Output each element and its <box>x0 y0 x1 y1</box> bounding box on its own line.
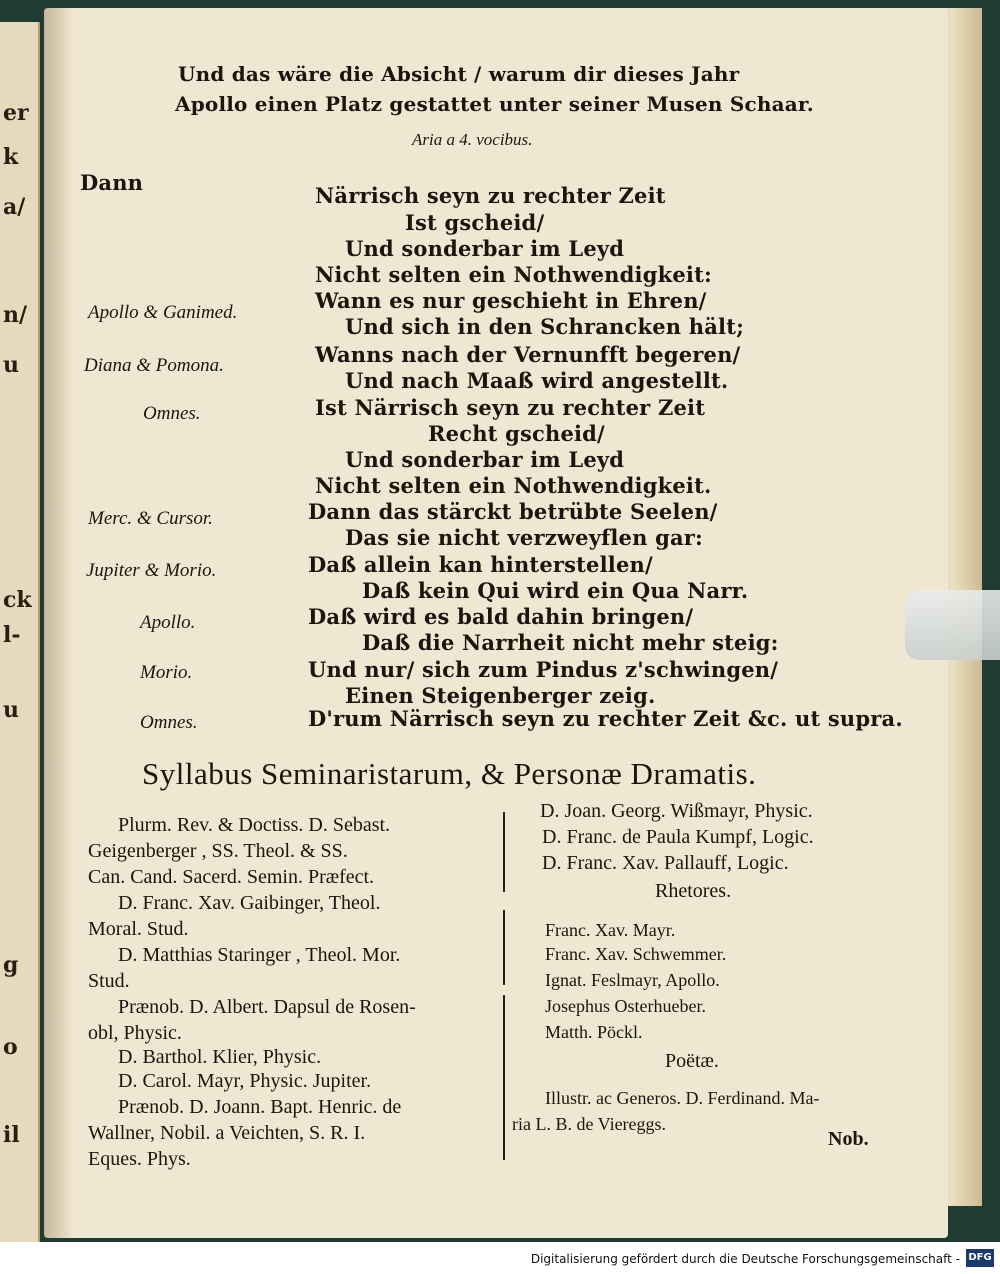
edge-text: l- <box>3 622 21 648</box>
verse-line: Und nur/ sich zum Pindus z'schwingen/ <box>308 657 779 682</box>
syllabus-entry: Prænob. D. Joann. Bapt. Henric. de <box>118 1096 402 1118</box>
section-heading-poetae: Poëtæ. <box>665 1050 719 1072</box>
dann-label: Dann <box>80 170 144 195</box>
edge-text: n/ <box>3 302 28 328</box>
syllabus-entry: Prænob. D. Albert. Dapsul de Rosen- <box>118 996 416 1018</box>
speaker-label: Omnes. <box>143 403 201 424</box>
catchword: Nob. <box>828 1128 869 1150</box>
edge-text: u <box>3 352 19 378</box>
column-divider <box>503 910 505 985</box>
verse-line: Nicht selten ein Nothwendigkeit. <box>315 473 712 498</box>
clip-tab <box>905 590 1000 660</box>
edge-text: a/ <box>3 194 26 220</box>
syllabus-entry: Franc. Xav. Mayr. <box>545 920 676 940</box>
verse-line: Daß allein kan hinterstellen/ <box>308 552 653 577</box>
verse-line: Einen Steigenberger zeig. <box>345 683 656 708</box>
verse-line: Dann das stärckt betrübte Seelen/ <box>308 499 718 524</box>
syllabus-entry: Geigenberger , SS. Theol. & SS. <box>88 840 348 862</box>
syllabus-entry: Wallner, Nobil. a Veichten, S. R. I. <box>88 1122 366 1144</box>
column-divider <box>503 995 505 1160</box>
edge-text: o <box>3 1034 18 1060</box>
syllabus-entry: Josephus Osterhueber. <box>545 996 706 1016</box>
speaker-label: Omnes. <box>140 712 198 733</box>
verse-line: Und sich in den Schrancken hält; <box>345 314 745 339</box>
syllabus-entry: ria L. B. de Viereggs. <box>512 1114 667 1134</box>
syllabus-entry: Illustr. ac Generos. D. Ferdinand. Ma- <box>545 1088 820 1108</box>
speaker-label: Apollo & Ganimed. <box>88 302 238 323</box>
verse-line: Und sonderbar im Leyd <box>345 236 625 261</box>
verse-line: Daß wird es bald dahin bringen/ <box>308 604 694 629</box>
aria-label: Aria a 4. vocibus. <box>412 130 533 149</box>
verse-line: Närrisch seyn zu rechter Zeit <box>315 183 666 208</box>
edge-text: il <box>3 1122 20 1148</box>
syllabus-entry: Can. Cand. Sacerd. Semin. Præfect. <box>88 866 375 888</box>
edge-text: k <box>3 144 19 170</box>
speaker-label: Merc. & Cursor. <box>88 508 213 529</box>
syllabus-entry: D. Barthol. Klier, Physic. <box>118 1046 322 1068</box>
verse-line: Ist Närrisch seyn zu rechter Zeit <box>315 395 706 420</box>
speaker-label: Morio. <box>140 662 193 683</box>
edge-text: er <box>3 100 29 126</box>
intro-line-1: Und das wäre die Absicht / warum dir dieses Jahr <box>178 62 740 86</box>
verse-line: Daß die Narrheit nicht mehr steig: <box>362 630 779 655</box>
syllabus-entry: D. Franc. de Paula Kumpf, Logic. <box>542 826 814 848</box>
syllabus-entry: D. Joan. Georg. Wißmayr, Physic. <box>540 800 813 822</box>
syllabus-entry: Matth. Pöckl. <box>545 1022 643 1042</box>
verse-line: Ist gscheid/ <box>405 210 545 235</box>
syllabus-entry: Moral. Stud. <box>88 918 189 940</box>
speaker-label: Diana & Pomona. <box>84 355 224 376</box>
syllabus-entry: D. Matthias Staringer , Theol. Mor. <box>118 944 401 966</box>
column-divider <box>503 812 505 892</box>
dfg-logo-icon: DFG <box>966 1249 994 1267</box>
intro-line-2: Apollo einen Platz gestattet unter seiner Musen Schaar. <box>175 92 814 116</box>
verse-line: Daß kein Qui wird ein Qua Narr. <box>362 578 749 603</box>
syllabus-entry: Ignat. Feslmayr, Apollo. <box>545 970 720 990</box>
speaker-label: Jupiter & Morio. <box>86 560 217 581</box>
syllabus-entry: D. Carol. Mayr, Physic. Jupiter. <box>118 1070 372 1092</box>
syllabus-entry: Eques. Phys. <box>88 1148 191 1170</box>
edge-text: u <box>3 697 19 723</box>
syllabus-entry: D. Franc. Xav. Pallauff, Logic. <box>542 852 789 874</box>
gutter-shadow <box>44 8 74 1238</box>
edge-text: ck <box>3 587 32 613</box>
syllabus-entry: D. Franc. Xav. Gaibinger, Theol. <box>118 892 381 914</box>
syllabus-entry: Franc. Xav. Schwemmer. <box>545 944 727 964</box>
verse-line: Nicht selten ein Nothwendigkeit: <box>315 262 712 287</box>
verse-line: Recht gscheid/ <box>428 421 605 446</box>
section-heading-rhetores: Rhetores. <box>655 880 732 902</box>
speaker-label: Apollo. <box>140 612 196 633</box>
verse-line: D'rum Närrisch seyn zu rechter Zeit &c. ut supra. <box>308 706 903 731</box>
syllabus-entry: Plurm. Rev. & Doctiss. D. Sebast. <box>118 814 391 836</box>
verse-line: Wann es nur geschieht in Ehren/ <box>315 288 707 313</box>
verse-line: Wanns nach der Vernunfft begeren/ <box>315 342 741 367</box>
edge-text: g <box>3 952 19 978</box>
verse-line: Und sonderbar im Leyd <box>345 447 625 472</box>
syllabus-heading: Syllabus Seminaristarum, & Personæ Dramatis. <box>142 756 757 791</box>
verse-line: Und nach Maaß wird angestellt. <box>345 368 729 393</box>
previous-page-edge <box>0 22 40 1242</box>
funding-credit: Digitalisierung gefördert durch die Deutsche Forschungsgemeinschaft - <box>530 1252 960 1266</box>
syllabus-entry: obl, Physic. <box>88 1022 182 1044</box>
syllabus-entry: Stud. <box>88 970 130 992</box>
verse-line: Das sie nicht verzweyflen gar: <box>345 525 703 550</box>
